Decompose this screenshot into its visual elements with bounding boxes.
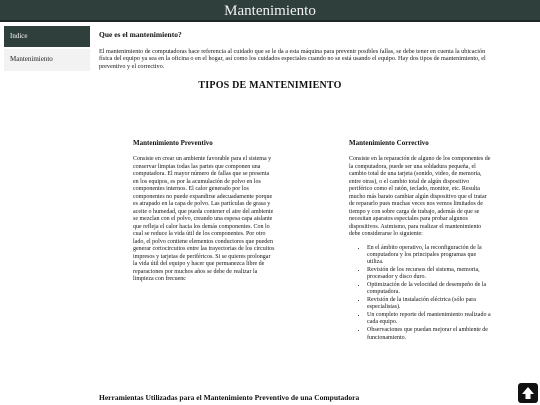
correctivo-column xyxy=(349,139,491,342)
tools-heading: Herramientas Utilizadas para el Mantenimiento Preventivo de una Computadora xyxy=(99,393,360,402)
preventivo-text: Consiste en crear un ambiente favorable para el sistema y conservar limpias todas las partes que componen una computadora. El mayor número de fallas que se presenta en los equipos, es por la acumulación de polvo en los componentes internos. El calor generado por los componentes no puede expandirse adecuadamente porque es atrapado en la capa de polvo. Las partículas de grasa y aceite o humedad, que pueda contener el aire del ambiente se mezclan con el polvo, creando una espesa capa aislante que refleja el calor hacia los demás componentes. Con lo cual se reduce la vida útil de los componentes. Por otro lado, el polvo contiene elementos conductores que pueden generar cortocircuitos entre las trayectorias de los circuitos impresos y tarjetas de periféricos. Si se quieres prolongar la vida útil del equipo y hacer que permanezca libre de reparaciones por muchos años se debe de realizar la limpieza con frecuenc xyxy=(133,156,275,282)
sidebar xyxy=(4,26,90,71)
preventivo-heading: Mantenimiento Preventivo xyxy=(133,139,213,147)
types-title: TIPOS DE MANTENIMIENTO xyxy=(198,80,342,91)
scroll-top-button[interactable] xyxy=(518,383,538,403)
intro-section xyxy=(99,30,499,70)
correctivo-list xyxy=(349,245,491,342)
list-item: • Observaciones que puedan mejorar el ambiente de funcionamiento. xyxy=(367,327,491,342)
sidebar-item-indice[interactable]: Indice xyxy=(4,26,90,47)
arrow-up-icon xyxy=(521,386,535,400)
list-item: • Optimización de la velocidad de desempeño de la computadora. xyxy=(367,282,491,297)
page-header xyxy=(0,0,540,22)
intro-heading: Que es el mantenimiento? xyxy=(99,30,182,39)
correctivo-heading: Mantenimiento Correctivo xyxy=(349,139,429,147)
sidebar-item-mantenimiento[interactable]: Mantenimiento xyxy=(4,49,90,71)
list-item: • Revisión de los recursos del sistema, memoria, procesador y disco duro. xyxy=(367,267,491,282)
list-item: • En el ámbito operativo, la reconfiguración de la computadora y los principales programas que utiliza. xyxy=(367,245,491,267)
preventivo-column xyxy=(133,139,275,284)
intro-paragraph: El mantenimiento de computadoras hace referencia al cuidado que se le da a esta máquina para prevenir posibles fallas, se debe tener en cuenta la ubicación física del equipo ya sea en la oficina o en el hogar, así como los cuidados especiales cuando no se está usando el equipo. Hay dos tipos de mantenimiento, el preventivo y el correctivo. xyxy=(99,48,486,70)
correctivo-text: Consiste en la reparación de alguno de los componentes de la computadora, puede ser una soldadura pequeña, el cambio total de una tarjeta (sonido, video, de memoria, entre otras), o el cambio total de algún dispositivo periférico como el ratón, teclado, monitor, etc. Resulta mucho más barato cambiar algún dispositivo que el tratar de repararlo pues muchas veces nos vemos limitados de tiempo y con sobre carga de trabajo, además de que se necesitan aparatos especiales para probar algunos dispositivos. Asimismo, para realizar el mantenimiento debe considerarse lo siguiente: xyxy=(349,156,491,237)
page-title: Mantenimiento xyxy=(224,3,316,19)
list-item: • Revisión de la instalación eléctrica (sólo para especialistas). xyxy=(367,297,491,312)
list-item: • Un completo reporte del mantenimiento realizado a cada equipo. xyxy=(367,312,491,327)
